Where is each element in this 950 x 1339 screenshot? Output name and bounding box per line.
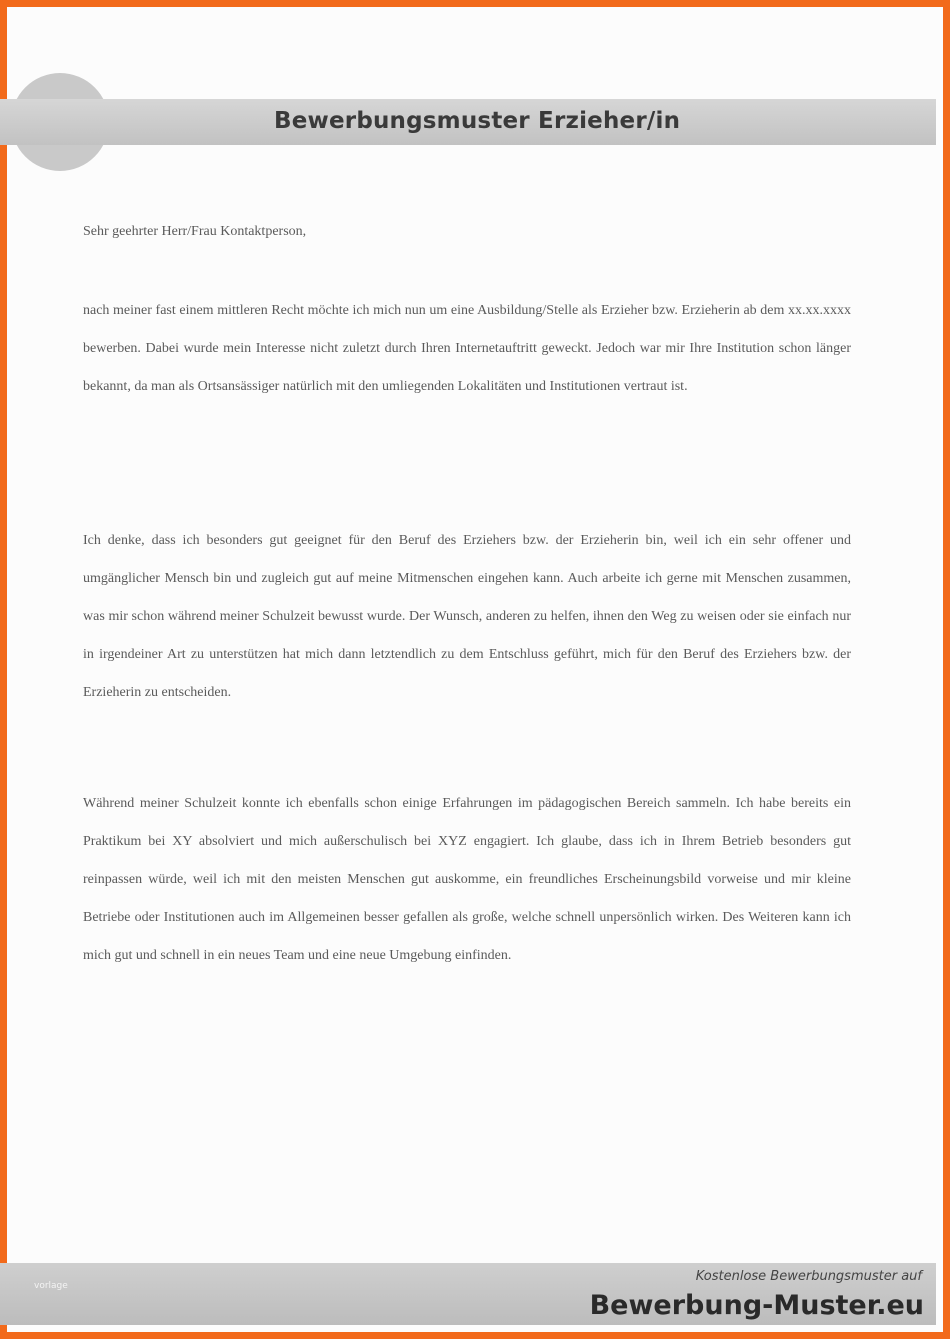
letter-paragraph-2: Ich denke, dass ich besonders gut geeignet für den Beruf des Erziehers bzw. der Erzieherin bin, weil ich ein sehr offener und umgänglicher Mensch bin und zugleich gut auf meine Mitmenschen eingehen kann. Auch arbeite ich gerne mit Menschen zusammen, was mir schon während meiner Schulzeit bewusst wurde. Der Wunsch, anderen zu helfen, ihnen den Weg zu weisen oder sie einfach nur in irgendeiner Art zu unterstützen hat mich dann letztendlich zu dem Entschluss geführt, mich für den Beruf des Erziehers bzw. der Erzieherin zu entscheiden. bbox=[83, 533, 851, 700]
letter-salutation: Sehr geehrter Herr/Frau Kontaktperson, bbox=[83, 224, 307, 239]
document-title: Bewerbungsmuster Erzieher/in bbox=[274, 108, 681, 134]
letter-paragraph-1: nach meiner fast einem mittleren Recht möchte ich mich nun um eine Ausbildung/Stelle als Erzieher bzw. Erzieherin ab dem xx.xx.xxxx bewerben. Dabei wurde mein Interesse nicht zuletzt durch Ihren Internetauftritt geweckt. Jedoch war mir Ihre Institution schon länger bekannt, da man als Ortsansässiger natürlich mit den umliegenden Lokalitäten und Institutionen vertraut ist. bbox=[83, 303, 851, 394]
letter-paragraph-3: Während meiner Schulzeit konnte ich ebenfalls schon einige Erfahrungen im pädagogischen Bereich sammeln. Ich habe bereits ein Praktikum bei XY absolviert und mich außerschulisch bei XYZ engagiert. Ich glaube, dass ich in Ihrem Betrieb besonders gut reinpassen würde, weil ich mit den meisten Menschen gut auskomme, ein freundliches Erscheinungsbild vorweise und mir kleine Betriebe oder Institutionen auch im Allgemeinen besser gefallen als große, welche schnell unpersönlich wirken. Des Weiteren kann ich mich gut und schnell in ein neues Team und eine neue Umgebung einfinden. bbox=[83, 796, 851, 963]
footer-tagline: Kostenlose Bewerbungsmuster auf bbox=[695, 1269, 922, 1284]
watermark-text: vorlage bbox=[34, 1281, 68, 1291]
footer-brand-logo[interactable]: Bewerbung-Muster.eu bbox=[589, 1290, 924, 1321]
